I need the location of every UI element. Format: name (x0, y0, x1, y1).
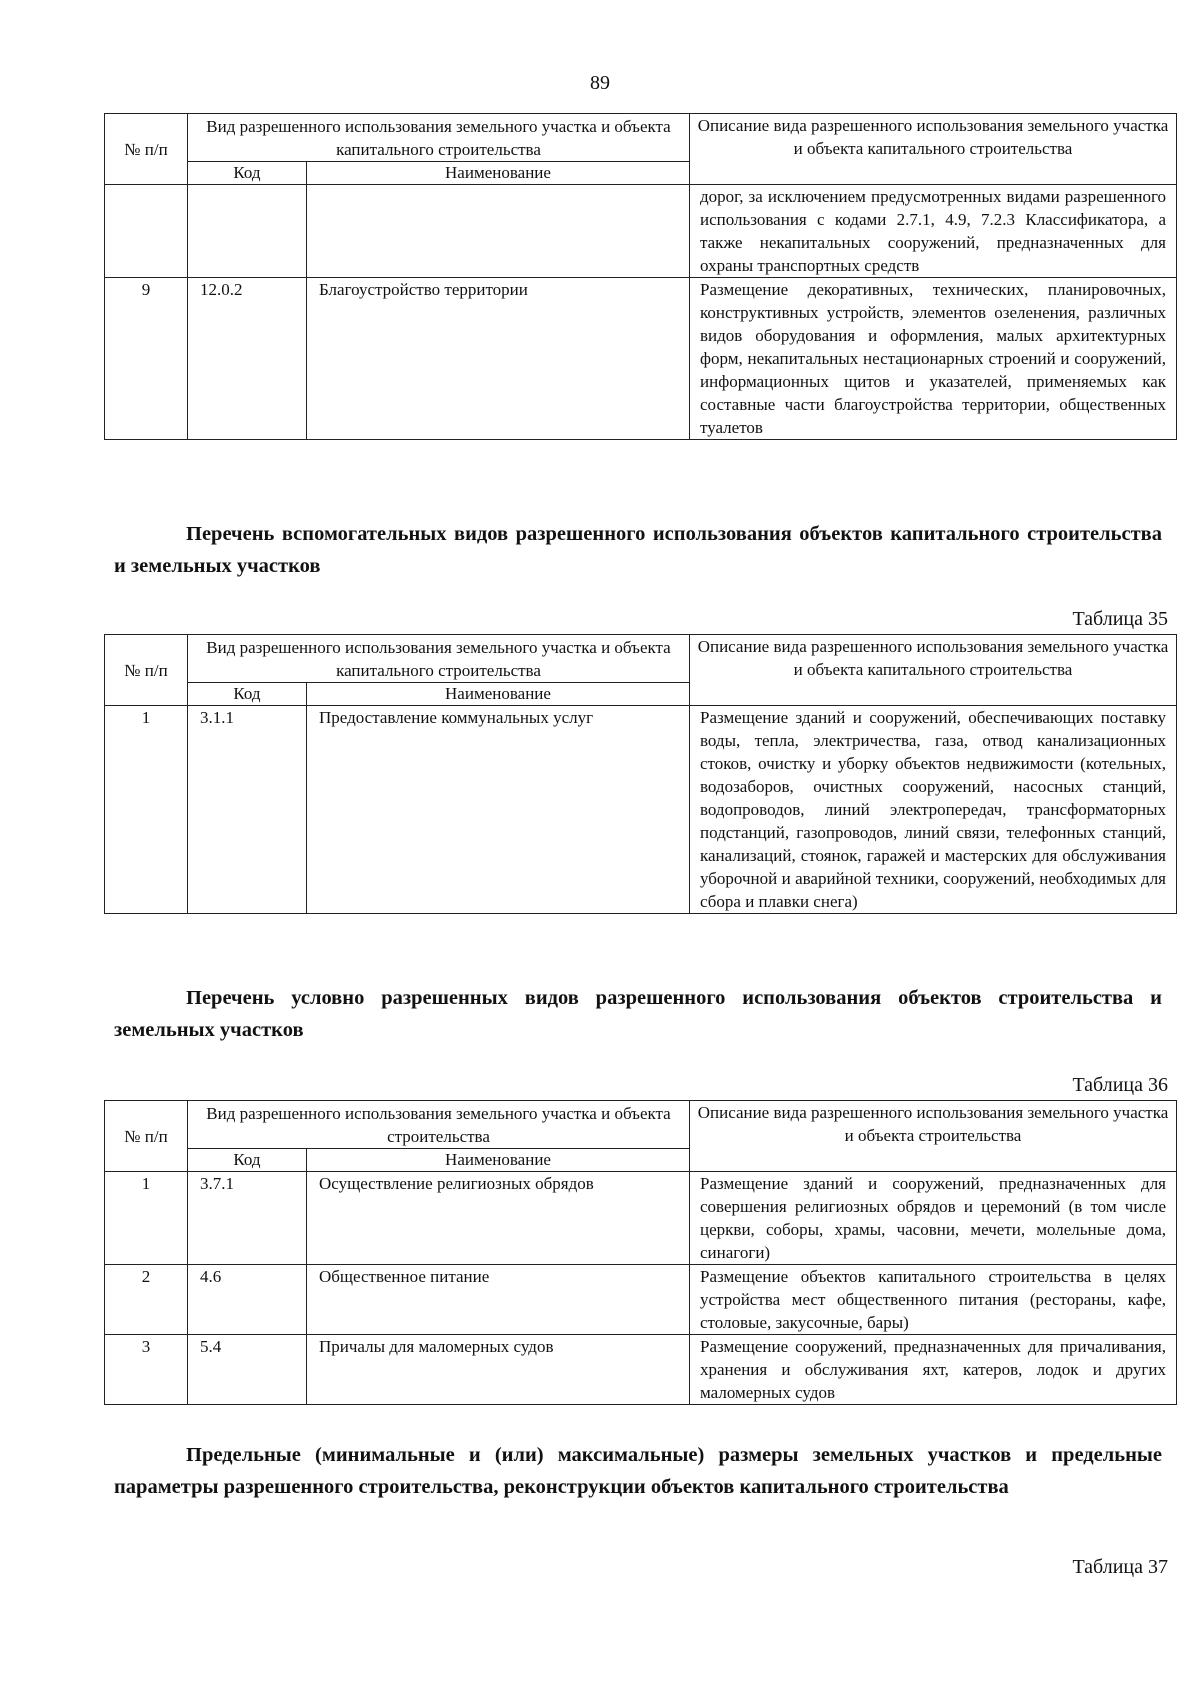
row-name (307, 185, 690, 278)
row-name: Благоустройство территории (307, 278, 690, 440)
row-code (188, 185, 307, 278)
header-desc: Описание вида разрешенного использования земельного участка и объекта капитального строительства (690, 114, 1177, 185)
heading-auxiliary: Перечень вспомогательных видов разрешенного использования объектов капитального строительства и земельных участков (114, 523, 1162, 577)
row-name: Предоставление коммунальных услуг (307, 706, 690, 914)
row-name: Причалы для маломерных судов (307, 1335, 690, 1405)
header-name: Наименование (307, 683, 690, 706)
table-row (105, 278, 1177, 440)
caption-table-35: Таблица 35 (1072, 608, 1168, 630)
row-num: 2 (105, 1265, 188, 1335)
row-num (105, 185, 188, 278)
row-desc: дорог, за исключением предусмотренных видами разрешенного использования с кодами 2.7.1, 4.9, 7.2.3 Классификатора, а также некапитальных сооружений, предназначенных для охраны транспортных средств (690, 185, 1177, 278)
table-row (105, 185, 1177, 278)
row-num: 3 (105, 1335, 188, 1405)
caption-table-36: Таблица 36 (1072, 1074, 1168, 1096)
row-name: Осуществление религиозных обрядов (307, 1172, 690, 1265)
row-desc: Размещение зданий и сооружений, обеспечивающих поставку воды, тепла, электричества, газа, отвод канализационных стоков, очистку и уборку объектов недвижимости (котельных, водозаборов, очистных сооружений, насосных станций, водопроводов, линий электропередач, трансформаторных подстанций, газопроводов, линий связи, телефонных станций, канализаций, стоянок, гаражей и мастерских для обслуживания уборочной и аварийной техники, сооружений, необходимых для сбора и плавки снега) (690, 706, 1177, 914)
table-36 (104, 1100, 1177, 1405)
row-desc: Размещение сооружений, предназначенных для причаливания, хранения и обслуживания яхт, катеров, лодок и других маломерных судов (690, 1335, 1177, 1405)
row-code: 12.0.2 (188, 278, 307, 440)
header-name: Наименование (307, 1149, 690, 1172)
row-code: 3.7.1 (188, 1172, 307, 1265)
page-number: 89 (590, 72, 610, 94)
header-num: № п/п (105, 635, 188, 706)
table-row (105, 1335, 1177, 1405)
table-continuation (104, 113, 1177, 440)
row-num: 9 (105, 278, 188, 440)
header-num: № п/п (105, 114, 188, 185)
header-kind: Вид разрешенного использования земельного участка и объекта строительства (188, 1101, 690, 1149)
heading-limits: Предельные (минимальные и (или) максимальные) размеры земельных участков и предельные параметры разрешенного строительства, реконструкции объектов капитального строительства (114, 1444, 1162, 1498)
table-row (105, 1172, 1177, 1265)
header-num: № п/п (105, 1101, 188, 1172)
header-code: Код (188, 683, 307, 706)
header-name: Наименование (307, 162, 690, 185)
header-kind: Вид разрешенного использования земельного участка и объекта капитального строительства (188, 635, 690, 683)
row-desc: Размещение объектов капитального строительства в целях устройства мест общественного питания (рестораны, кафе, столовые, закусочные, бары) (690, 1265, 1177, 1335)
table-row (105, 706, 1177, 914)
caption-table-37: Таблица 37 (1072, 1556, 1168, 1578)
row-code: 4.6 (188, 1265, 307, 1335)
header-desc: Описание вида разрешенного использования земельного участка и объекта капитального строительства (690, 635, 1177, 706)
row-desc: Размещение декоративных, технических, планировочных, конструктивных устройств, элементов озеленения, различных видов оборудования и оформления, малых архитектурных форм, некапитальных нестационарных строений и сооружений, информационных щитов и указателей, применяемых как составные части благоустройства территории, общественных туалетов (690, 278, 1177, 440)
heading-conditional: Перечень условно разрешенных видов разрешенного использования объектов строительства и земельных участков (114, 987, 1162, 1041)
row-desc: Размещение зданий и сооружений, предназначенных для совершения религиозных обрядов и церемоний (в том числе церкви, соборы, храмы, часовни, мечети, молельные дома, синагоги) (690, 1172, 1177, 1265)
row-code: 3.1.1 (188, 706, 307, 914)
header-desc: Описание вида разрешенного использования земельного участка и объекта строительства (690, 1101, 1177, 1172)
row-code: 5.4 (188, 1335, 307, 1405)
table-35 (104, 634, 1177, 914)
header-code: Код (188, 1149, 307, 1172)
header-code: Код (188, 162, 307, 185)
row-num: 1 (105, 706, 188, 914)
row-num: 1 (105, 1172, 188, 1265)
table-row (105, 1265, 1177, 1335)
header-kind: Вид разрешенного использования земельного участка и объекта капитального строительства (188, 114, 690, 162)
row-name: Общественное питание (307, 1265, 690, 1335)
